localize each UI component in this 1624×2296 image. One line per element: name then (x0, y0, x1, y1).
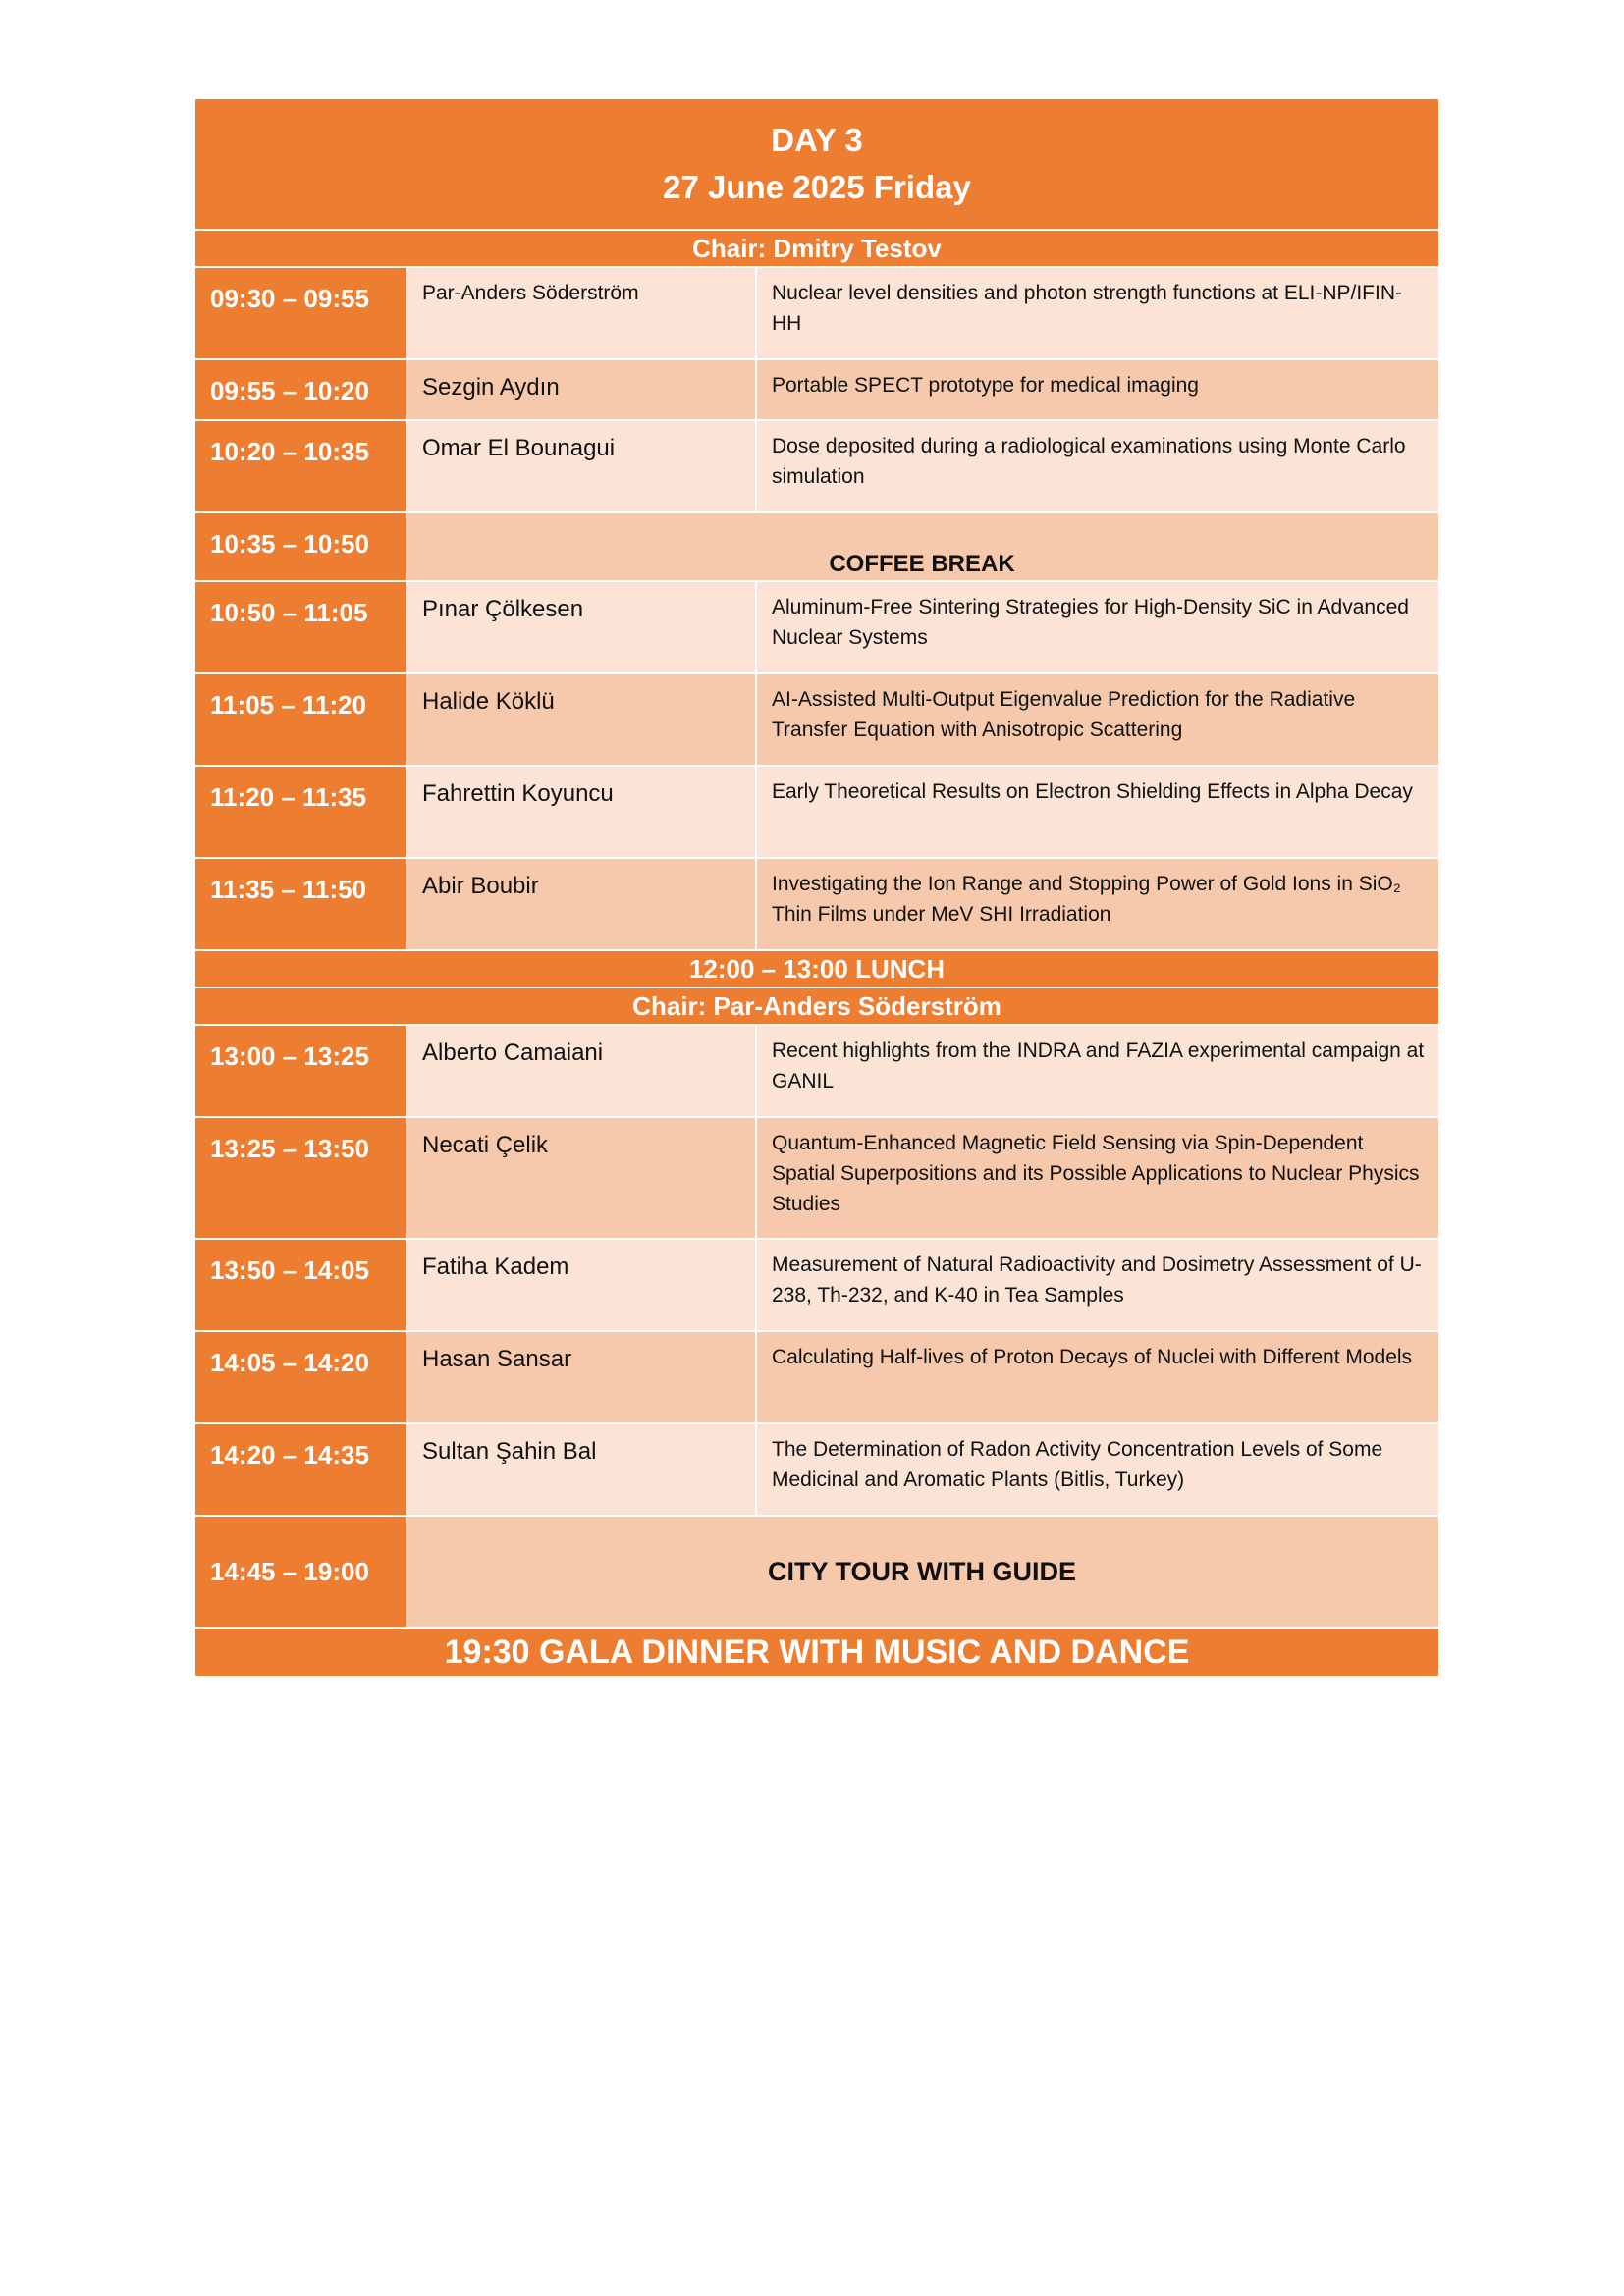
session-speaker: Par-Anders Söderström (406, 268, 757, 358)
session-speaker: Omar El Bounagui (406, 421, 757, 511)
gala-dinner-label: 19:30 GALA DINNER WITH MUSIC AND DANCE (444, 1632, 1190, 1671)
session-title: AI-Assisted Multi-Output Eigenvalue Prediction for the Radiative Transfer Equation with Anisotropic Scattering (757, 674, 1438, 765)
lunch-band (195, 951, 1438, 988)
session-title: Portable SPECT prototype for medical imaging (757, 360, 1438, 419)
session-speaker: Fahrettin Koyuncu (406, 767, 757, 857)
session-speaker: Fatiha Kadem (406, 1240, 757, 1330)
session-speaker: Necati Çelik (406, 1118, 757, 1238)
session-time: 14:20 – 14:35 (195, 1424, 406, 1515)
session-title: Nuclear level densities and photon strength functions at ELI-NP/IFIN-HH (757, 268, 1438, 358)
lunch-label: 12:00 – 13:00 LUNCH (688, 953, 946, 984)
session-speaker: Halide Köklü (406, 674, 757, 765)
session-title: The Determination of Radon Activity Concentration Levels of Some Medicinal and Aromatic Plants (Bitlis, Turkey) (757, 1424, 1438, 1515)
day-label: DAY 3 (771, 122, 863, 158)
coffee-break-label: COFFEE BREAK (406, 513, 1438, 580)
session-title: Early Theoretical Results on Electron Shielding Effects in Alpha Decay (757, 767, 1438, 857)
session-time: 13:25 – 13:50 (195, 1118, 406, 1238)
schedule-table (195, 99, 1438, 1678)
session-row (195, 1424, 1438, 1517)
gala-dinner-band (195, 1629, 1438, 1678)
session-row (195, 1118, 1438, 1240)
session-row (195, 421, 1438, 513)
city-tour-row (195, 1517, 1438, 1629)
day-header (195, 99, 1438, 231)
chair-band-morning (195, 231, 1438, 268)
session-title: Measurement of Natural Radioactivity and Dosimetry Assessment of U-238, Th-232, and K-40 in Tea Samples (757, 1240, 1438, 1330)
session-title: Recent highlights from the INDRA and FAZIA experimental campaign at GANIL (757, 1026, 1438, 1116)
chair-label: Chair: Dmitry Testov (692, 233, 942, 263)
session-speaker: Sezgin Aydın (406, 360, 757, 419)
session-speaker: Sultan Şahin Bal (406, 1424, 757, 1515)
session-time: 14:05 – 14:20 (195, 1332, 406, 1422)
session-row (195, 1026, 1438, 1118)
session-row (195, 1332, 1438, 1424)
session-row (195, 859, 1438, 951)
session-time: 13:00 – 13:25 (195, 1026, 406, 1116)
coffee-break-row (195, 513, 1438, 582)
session-title: Quantum-Enhanced Magnetic Field Sensing via Spin-Dependent Spatial Superpositions and its Possible Applications to Nuclear Physics Studies (757, 1118, 1438, 1238)
session-title: Dose deposited during a radiological examinations using Monte Carlo simulation (757, 421, 1438, 511)
session-time: 11:05 – 11:20 (195, 674, 406, 765)
session-time: 11:20 – 11:35 (195, 767, 406, 857)
session-speaker: Abir Boubir (406, 859, 757, 949)
session-speaker: Alberto Camaiani (406, 1026, 757, 1116)
city-tour-label: CITY TOUR WITH GUIDE (406, 1517, 1438, 1627)
session-title: Aluminum-Free Sintering Strategies for High-Density SiC in Advanced Nuclear Systems (757, 582, 1438, 672)
session-time: 10:50 – 11:05 (195, 582, 406, 672)
chair-band-afternoon (195, 988, 1438, 1026)
session-title: Investigating the Ion Range and Stopping Power of Gold Ions in SiO₂ Thin Films under MeV SHI Irradiation (757, 859, 1438, 949)
coffee-break-time: 10:35 – 10:50 (195, 513, 406, 580)
session-time: 13:50 – 14:05 (195, 1240, 406, 1330)
session-row (195, 767, 1438, 859)
session-time: 09:30 – 09:55 (195, 268, 406, 358)
city-tour-time: 14:45 – 19:00 (195, 1517, 406, 1627)
session-title: Calculating Half-lives of Proton Decays of Nuclei with Different Models (757, 1332, 1438, 1422)
session-speaker: Hasan Sansar (406, 1332, 757, 1422)
session-time: 09:55 – 10:20 (195, 360, 406, 419)
session-time: 10:20 – 10:35 (195, 421, 406, 511)
session-row (195, 582, 1438, 674)
session-speaker: Pınar Çölkesen (406, 582, 757, 672)
session-row (195, 268, 1438, 360)
session-row (195, 674, 1438, 767)
day-date: 27 June 2025 Friday (663, 169, 971, 205)
chair-label: Chair: Par-Anders Söderström (632, 990, 1001, 1021)
session-row (195, 360, 1438, 421)
session-row (195, 1240, 1438, 1332)
session-time: 11:35 – 11:50 (195, 859, 406, 949)
